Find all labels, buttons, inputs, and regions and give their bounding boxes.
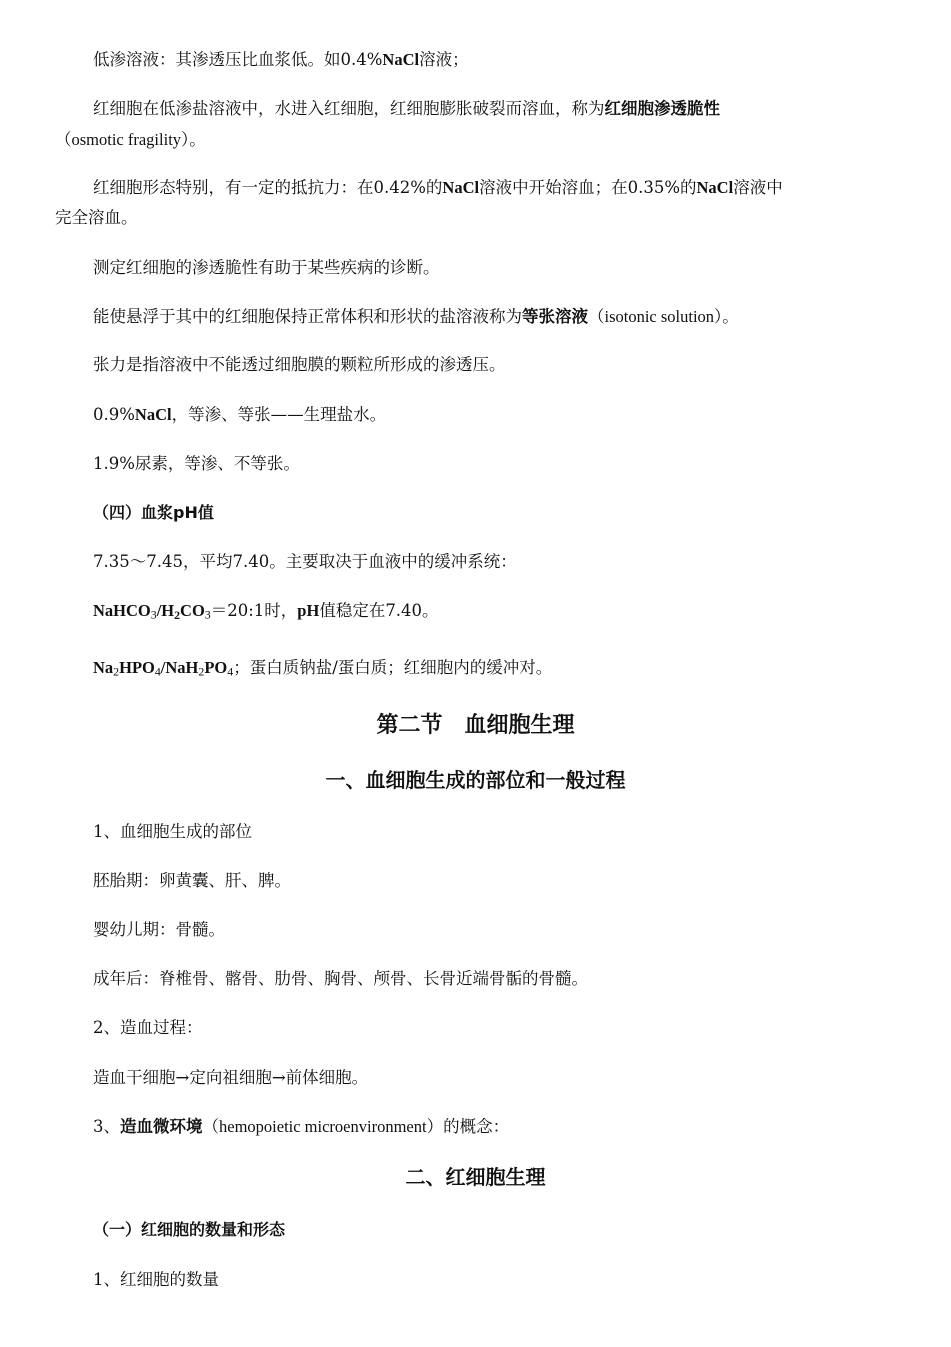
section-title: 第二节 血细胞生理	[376, 713, 575, 738]
paragraph-adult: 成年后：脊椎骨、髂骨、肋骨、胸骨、颅骨、长骨近端骨骺的骨髓。	[93, 969, 588, 988]
paragraph-microenvironment: 3、造血微环境（hemopoietic microenvironment）的概念：	[93, 1117, 510, 1136]
term-osmotic-fragility: 红细胞渗透脆性	[604, 99, 720, 118]
paragraph-hematopoiesis-process: 2、造血过程：	[93, 1018, 203, 1037]
paragraph-tonicity: 张力是指溶液中不能透过细胞膜的颗粒所形成的渗透压。	[93, 355, 506, 374]
paragraph-resistance: 红细胞形态特别，有一定的抵抗力：在0.42%的NaCl溶液中开始溶血；在0.35%的NaCl溶液中	[93, 178, 783, 197]
paragraph-rbc-count: 1、红细胞的数量	[93, 1270, 219, 1289]
paragraph-stem-cell-path: 造血干细胞→定向祖细胞→前体细胞。	[93, 1068, 369, 1087]
paragraph-ph-range: 7.35～7.45，平均7.40。主要取决于血液中的缓冲系统：	[93, 552, 517, 571]
subsection-title-red-blood-cell: 二、红细胞生理	[405, 1165, 546, 1189]
paragraph-osmotic-fragility-continued: （osmotic fragility）。	[55, 130, 206, 149]
heading-rbc-count-morphology: （一）红细胞的数量和形态	[93, 1220, 286, 1239]
paragraph-infant: 婴幼儿期：骨髓。	[93, 920, 225, 939]
paragraph-formation-sites: 1、血细胞生成的部位	[93, 822, 252, 841]
paragraph-osmotic-fragility: 红细胞在低渗盐溶液中，水进入红细胞，红细胞膨胀破裂而溶血，称为红细胞渗透脆性	[93, 99, 720, 118]
paragraph-diagnosis: 测定红细胞的渗透脆性有助于某些疾病的诊断。	[93, 258, 440, 277]
paragraph-resistance-continued: 完全溶血。	[55, 208, 138, 227]
paragraph-urea: 1.9%尿素，等渗、不等张。	[93, 454, 300, 473]
paragraph-hypotonic-solution: 低渗溶液：其渗透压比血浆低。如0.4%NaCl溶液；	[93, 50, 469, 69]
subsection-title-blood-cell-formation: 一、血细胞生成的部位和一般过程	[325, 768, 626, 792]
paragraph-bicarbonate-buffer: $NaHCO3/H_2CO3=20:1$时，pH值稳定在7.40。	[93, 601, 439, 622]
term-isotonic-solution: 等张溶液	[522, 307, 588, 326]
paragraph-isotonic-solution: 能使悬浮于其中的红细胞保持正常体积和形状的盐溶液称为等张溶液（isotonic solution）。	[93, 307, 739, 326]
paragraph-phosphate-buffer: Na2HPO4/NaH2PO4；蛋白质钠盐/蛋白质；红细胞内的缓冲对。	[93, 658, 553, 679]
paragraph-embryonic: 胚胎期：卵黄囊、肝、脾。	[93, 871, 291, 890]
heading-plasma-ph: （四）血浆pH值	[93, 503, 214, 522]
paragraph-saline: 0.9%NaCl，等渗、等张——生理盐水。	[93, 405, 387, 424]
term-hemopoietic-microenvironment: 造血微环境	[120, 1117, 203, 1136]
